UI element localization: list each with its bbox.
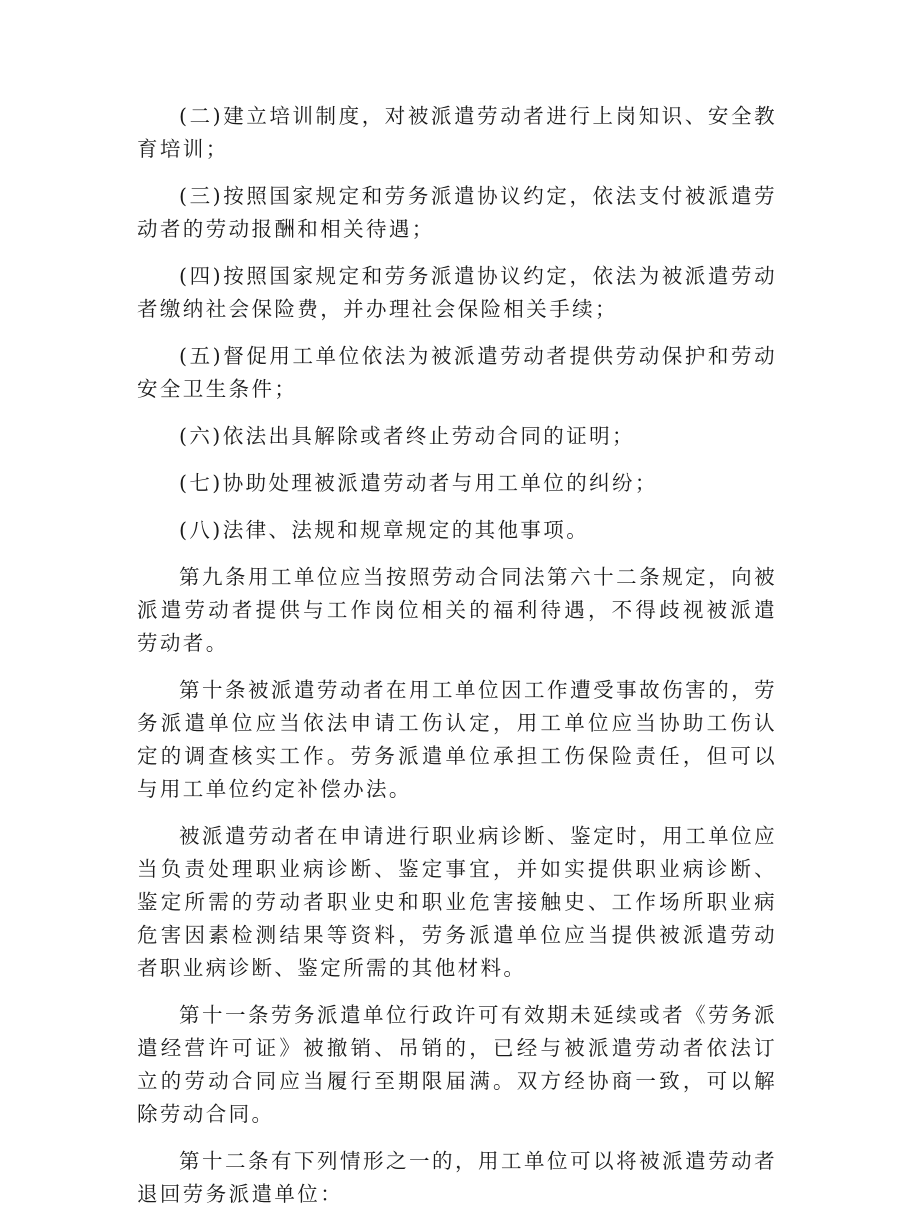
paragraph-article-10: 第十条被派遣劳动者在用工单位因工作遭受事故伤害的，劳务派遣单位应当依法申请工伤认定，用工单位应当协助工伤认定的调查核实工作。劳务派遣单位承担工伤保险责任，但可以与用工单位约定补偿办法。	[137, 678, 777, 801]
paragraph-item-3-remuneration: (三)按照国家规定和劳务派遣协议约定，依法支付被派遣劳动者的劳动报酬和相关待遇；	[137, 184, 777, 241]
paragraph-item-7-disputes: (七)协助处理被派遣劳动者与用工单位的纠纷；	[179, 471, 658, 495]
paragraph-item-6-certificate: (六)依法出具解除或者终止劳动合同的证明；	[179, 424, 635, 448]
paragraph-item-2-training: (二)建立培训制度，对被派遣劳动者进行上岗知识、安全教育培训；	[137, 104, 777, 161]
paragraph-occupational-disease: 被派遣劳动者在申请进行职业病诊断、鉴定时，用工单位应当负责处理职业病诊断、鉴定事宜，并如实提供职业病诊断、鉴定所需的劳动者职业史和职业危害接触史、工作场所职业病危害因素检测结果等资料，劳务派遣单位应当提供被派遣劳动者职业病诊断、鉴定所需的其他材料。	[137, 824, 777, 980]
paragraph-article-9: 第九条用工单位应当按照劳动合同法第六十二条规定，向被派遣劳动者提供与工作岗位相关的福利待遇，不得歧视被派遣劳动者。	[137, 565, 777, 655]
paragraph-item-5-labor-protection: (五)督促用工单位依法为被派遣劳动者提供劳动保护和劳动安全卫生条件；	[137, 344, 777, 401]
paragraph-article-11: 第十一条劳务派遣单位行政许可有效期未延续或者《劳务派遣经营许可证》被撤销、吊销的，已经与被派遣劳动者依法订立的劳动合同应当履行至期限届满。双方经协商一致，可以解除劳动合同。	[137, 1003, 777, 1126]
paragraph-item-4-social-insurance: (四)按照国家规定和劳务派遣协议约定，依法为被派遣劳动者缴纳社会保险费，并办理社会保险相关手续；	[137, 264, 777, 321]
document-body	[137, 100, 777, 1225]
paragraph-article-12: 第十二条有下列情形之一的，用工单位可以将被派遣劳动者退回劳务派遣单位：	[137, 1149, 777, 1206]
paragraph-item-8-other-matters: (八)法律、法规和规章规定的其他事项。	[179, 518, 590, 542]
